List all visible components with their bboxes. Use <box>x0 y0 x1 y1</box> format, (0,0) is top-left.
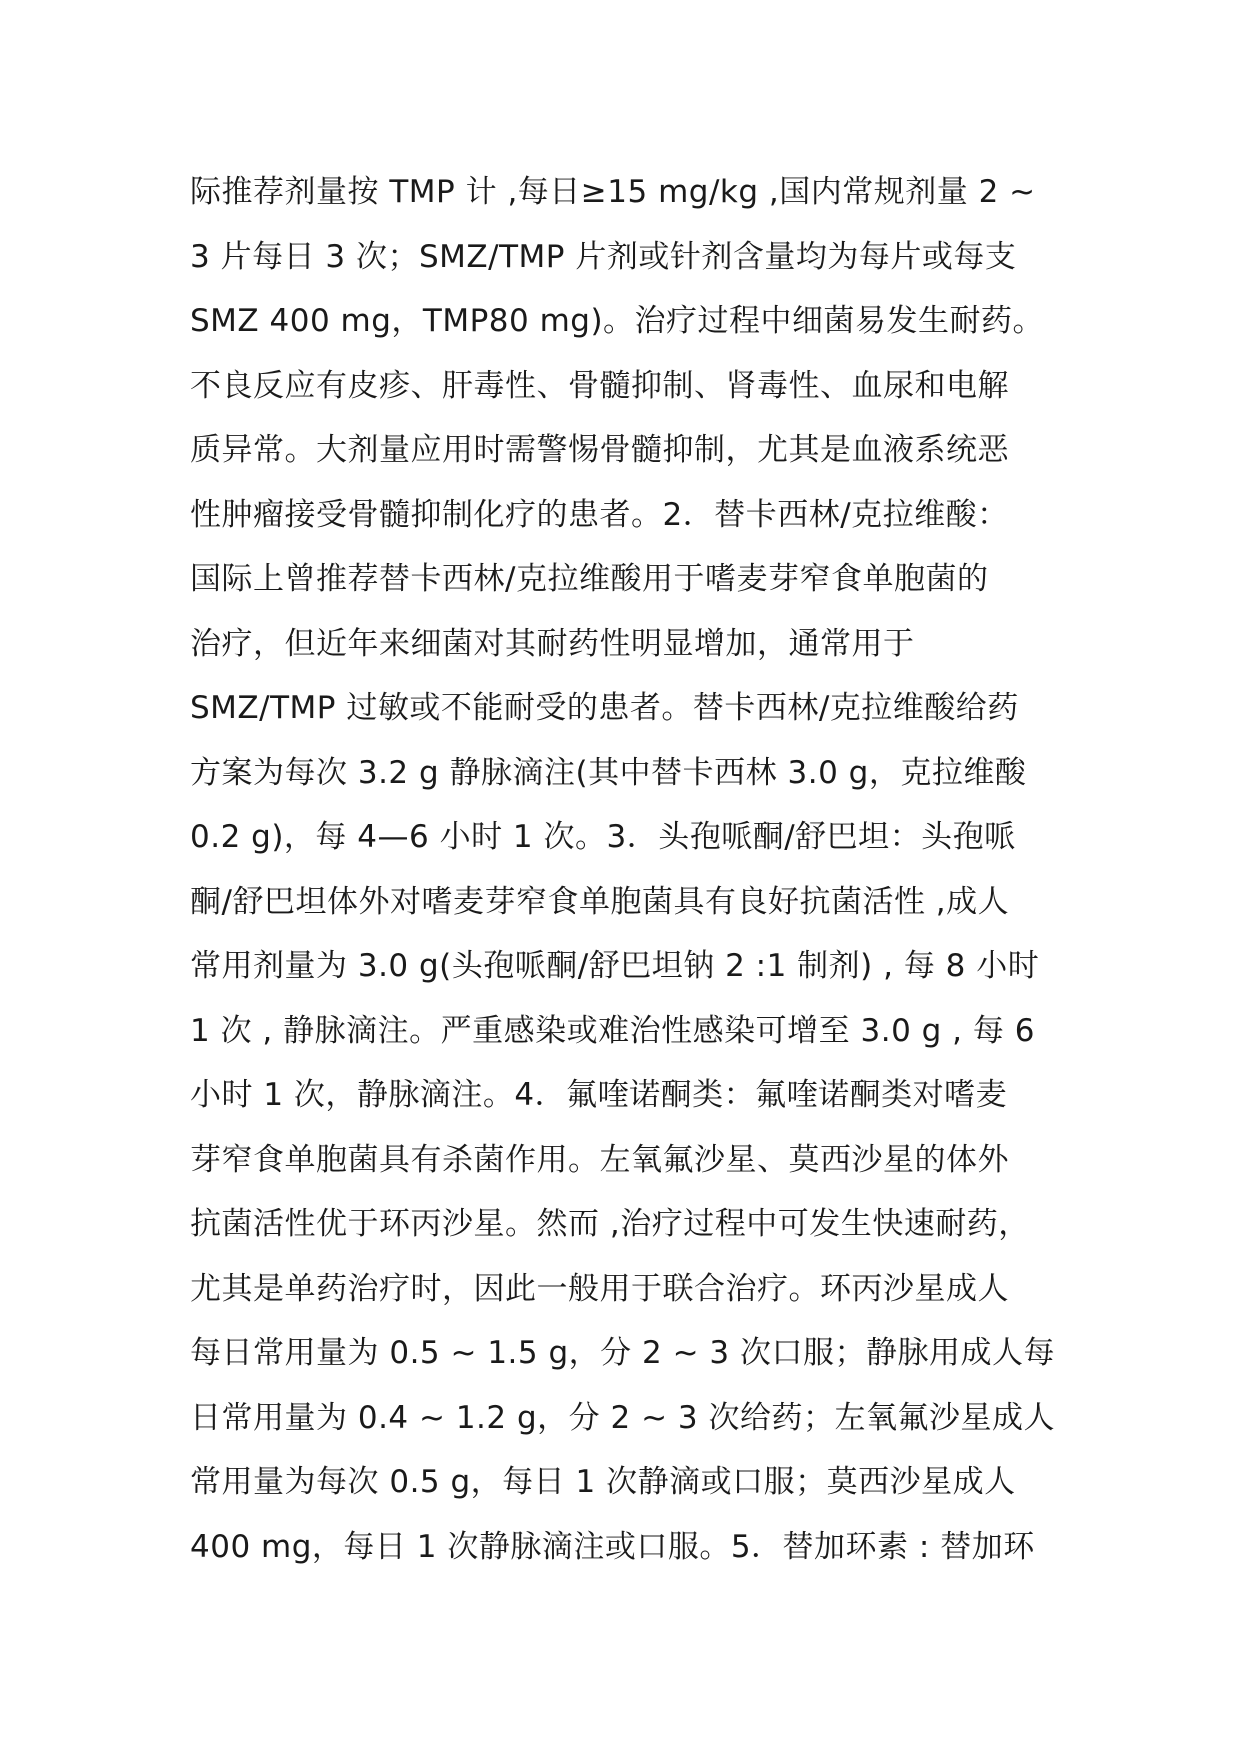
text-line: 400 mg，每日 1 次静脉滴注或口服。5．替加环素 : 替加环 <box>190 1528 1035 1565</box>
text-line: 抗菌活性优于环丙沙星。然而 ,治疗过程中可发生快速耐药， <box>190 1206 1030 1242</box>
body-text <box>190 160 1070 1579</box>
text-line: SMZ 400 mg，TMP80 mg)。治疗过程中细菌易发生耐药。 <box>190 303 1045 339</box>
text-line: 方案为每次 3.2 g 静脉滴注(其中替卡西林 3.0 g，克拉维酸 <box>190 754 1027 791</box>
text-line: 酮/舒巴坦体外对嗜麦芽窄食单胞菌具有良好抗菌活性 ,成人 <box>190 883 1010 920</box>
text-line: 不良反应有皮疹、肝毒性、骨髓抑制、肾毒性、血尿和电解 <box>190 367 1009 404</box>
text-line: 0.2 g)，每 4—6 小时 1 次。3．头孢哌酮/舒巴坦：头孢哌 <box>190 819 1016 855</box>
text-line: 国际上曾推荐替卡西林/克拉维酸用于嗜麦芽窄食单胞菌的 <box>190 561 989 597</box>
text-line: 1 次 , 静脉滴注。严重感染或难治性感染可增至 3.0 g , 每 6 <box>190 1012 1035 1049</box>
text-line: 3 片每日 3 次；SMZ/TMP 片剂或针剂含量均为每片或每支 <box>190 238 1017 275</box>
text-line: 际推荐剂量按 TMP 计 ,每日≥15 mg/kg ,国内常规剂量 2 ~ <box>190 174 1036 210</box>
text-line: 性肿瘤接受骨髓抑制化疗的患者。2．替卡西林/克拉维酸： <box>190 496 1009 533</box>
text-line: 治疗，但近年来细菌对其耐药性明显增加，通常用于 <box>190 625 915 662</box>
text-line: 常用量为每次 0.5 g，每日 1 次静滴或口服；莫西沙星成人 <box>190 1464 1016 1500</box>
text-line: 芽窄食单胞菌具有杀菌作用。左氧氟沙星、莫西沙星的体外 <box>190 1141 1009 1178</box>
text-line: 日常用量为 0.4 ~ 1.2 g，分 2 ~ 3 次给药；左氧氟沙星成人 <box>190 1399 1056 1436</box>
text-line: SMZ/TMP 过敏或不能耐受的患者。替卡西林/克拉维酸给药 <box>190 690 1019 726</box>
text-line: 每日常用量为 0.5 ~ 1.5 g，分 2 ~ 3 次口服；静脉用成人每 <box>190 1335 1056 1371</box>
text-line: 常用剂量为 3.0 g(头孢哌酮/舒巴坦钠 2 :1 制剂) , 每 8 小时 <box>190 948 1040 984</box>
text-line: 质异常。大剂量应用时需警惕骨髓抑制，尤其是血液系统恶 <box>190 432 1009 468</box>
text-line: 尤其是单药治疗时，因此一般用于联合治疗。环丙沙星成人 <box>190 1270 1009 1307</box>
text-line: 小时 1 次，静脉滴注。4．氟喹诺酮类：氟喹诺酮类对嗜麦 <box>190 1077 1008 1113</box>
